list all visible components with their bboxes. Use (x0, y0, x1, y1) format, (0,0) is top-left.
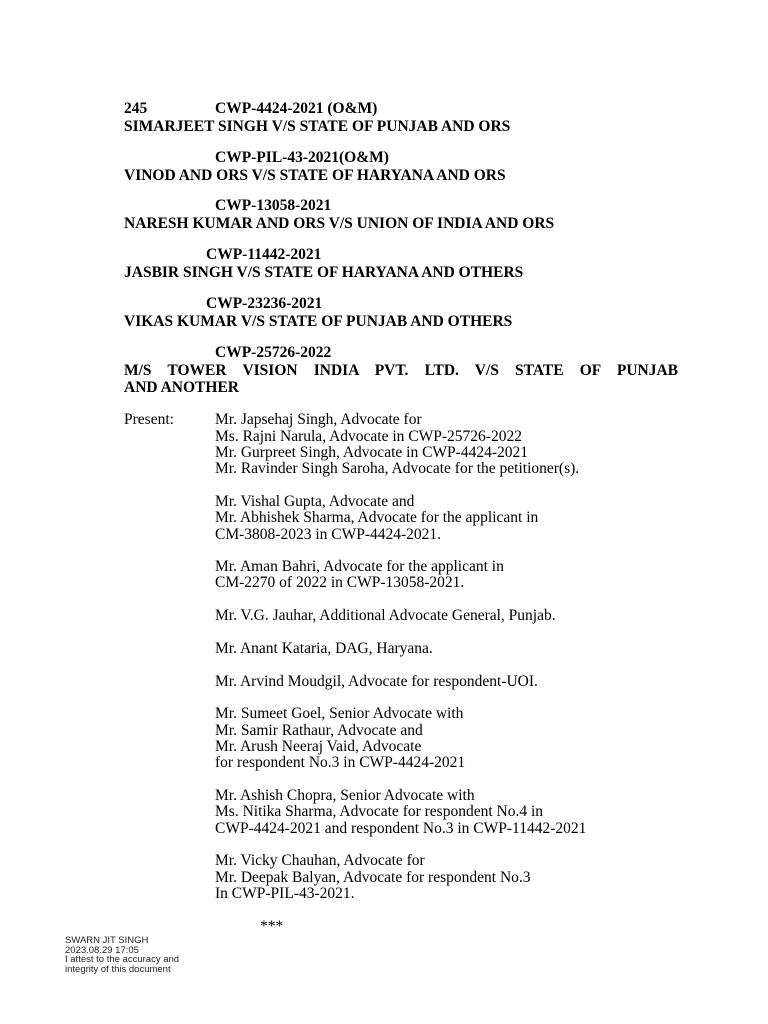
counsel-line: CM-2270 of 2022 in CWP-13058-2021. (215, 574, 465, 591)
signature-stamp (65, 936, 179, 974)
counsel-line: for respondent No.3 in CWP-4424-2021 (215, 754, 466, 771)
case-number: CWP-PIL-43-2021(O&M) (215, 149, 389, 166)
case-parties-continued: AND ANOTHER (124, 379, 239, 396)
counsel-line: Ms. Rajni Narula, Advocate in CWP-25726-2022 (215, 428, 522, 445)
counsel-line: Mr. Ravinder Singh Saroha, Advocate for the petitioner(s). (215, 460, 580, 477)
case-number: CWP-23236-2021 (206, 295, 323, 312)
counsel-line: In CWP-PIL-43-2021. (215, 885, 355, 902)
counsel-line: Mr. Japsehaj Singh, Advocate for (215, 411, 422, 428)
case-parties: NARESH KUMAR AND ORS V/S UNION OF INDIA AND ORS (124, 215, 555, 232)
counsel-line: Mr. V.G. Jauhar, Additional Advocate General, Punjab. (215, 607, 556, 624)
signature-datetime: 2023.08.29 17:05 (65, 944, 139, 956)
counsel-line: CWP-4424-2021 and respondent No.3 in CWP-11442-2021 (215, 820, 587, 837)
case-parties: SIMARJEET SINGH V/S STATE OF PUNJAB AND ORS (124, 118, 511, 135)
case-number: CWP-13058-2021 (215, 197, 332, 214)
case-number: CWP-11442-2021 (206, 246, 322, 263)
counsel-line: Mr. Deepak Balyan, Advocate for respondent No.3 (215, 869, 531, 886)
section-separator: *** (260, 918, 284, 935)
counsel-line: Mr. Abhishek Sharma, Advocate for the applicant in (215, 509, 539, 526)
item-number: 245 (124, 100, 148, 117)
counsel-line: Mr. Vicky Chauhan, Advocate for (215, 852, 425, 869)
case-number: CWP-25726-2022 (215, 344, 332, 361)
counsel-line: Mr. Samir Rathaur, Advocate and (215, 722, 423, 739)
case-parties: VIKAS KUMAR V/S STATE OF PUNJAB AND OTHERS (124, 313, 513, 330)
case-parties: VINOD AND ORS V/S STATE OF HARYANA AND ORS (124, 167, 506, 184)
attestation-text: I attest to the accuracy and (65, 954, 180, 965)
counsel-line: Mr. Arush Neeraj Vaid, Advocate (215, 738, 422, 755)
counsel-line: Mr. Arvind Moudgil, Advocate for respondent-UOI. (215, 673, 538, 690)
signer-name: SWARN JIT SINGH (65, 935, 149, 946)
case-number: CWP-4424-2021 (O&M) (215, 100, 378, 117)
counsel-line: Mr. Sumeet Goel, Senior Advocate with (215, 705, 464, 722)
counsel-line: Mr. Aman Bahri, Advocate for the applicant in (215, 558, 504, 575)
counsel-line: Mr. Anant Kataria, DAG, Haryana. (215, 640, 433, 657)
case-parties: M/S TOWER VISION INDIA PVT. LTD. V/S STATE OF PUNJAB (124, 362, 678, 379)
counsel-line: CM-3808-2023 in CWP-4424-2021. (215, 526, 442, 543)
counsel-line: Mr. Gurpreet Singh, Advocate in CWP-4424-2021 (215, 444, 528, 461)
case-parties: JASBIR SINGH V/S STATE OF HARYANA AND OTHERS (124, 264, 524, 281)
counsel-line: Ms. Nitika Sharma, Advocate for respondent No.4 in (215, 803, 544, 820)
counsel-line: Mr. Ashish Chopra, Senior Advocate with (215, 787, 475, 804)
present-label: Present: (124, 411, 174, 428)
counsel-line: Mr. Vishal Gupta, Advocate and (215, 493, 415, 510)
attestation-text: integrity of this document (65, 963, 171, 975)
